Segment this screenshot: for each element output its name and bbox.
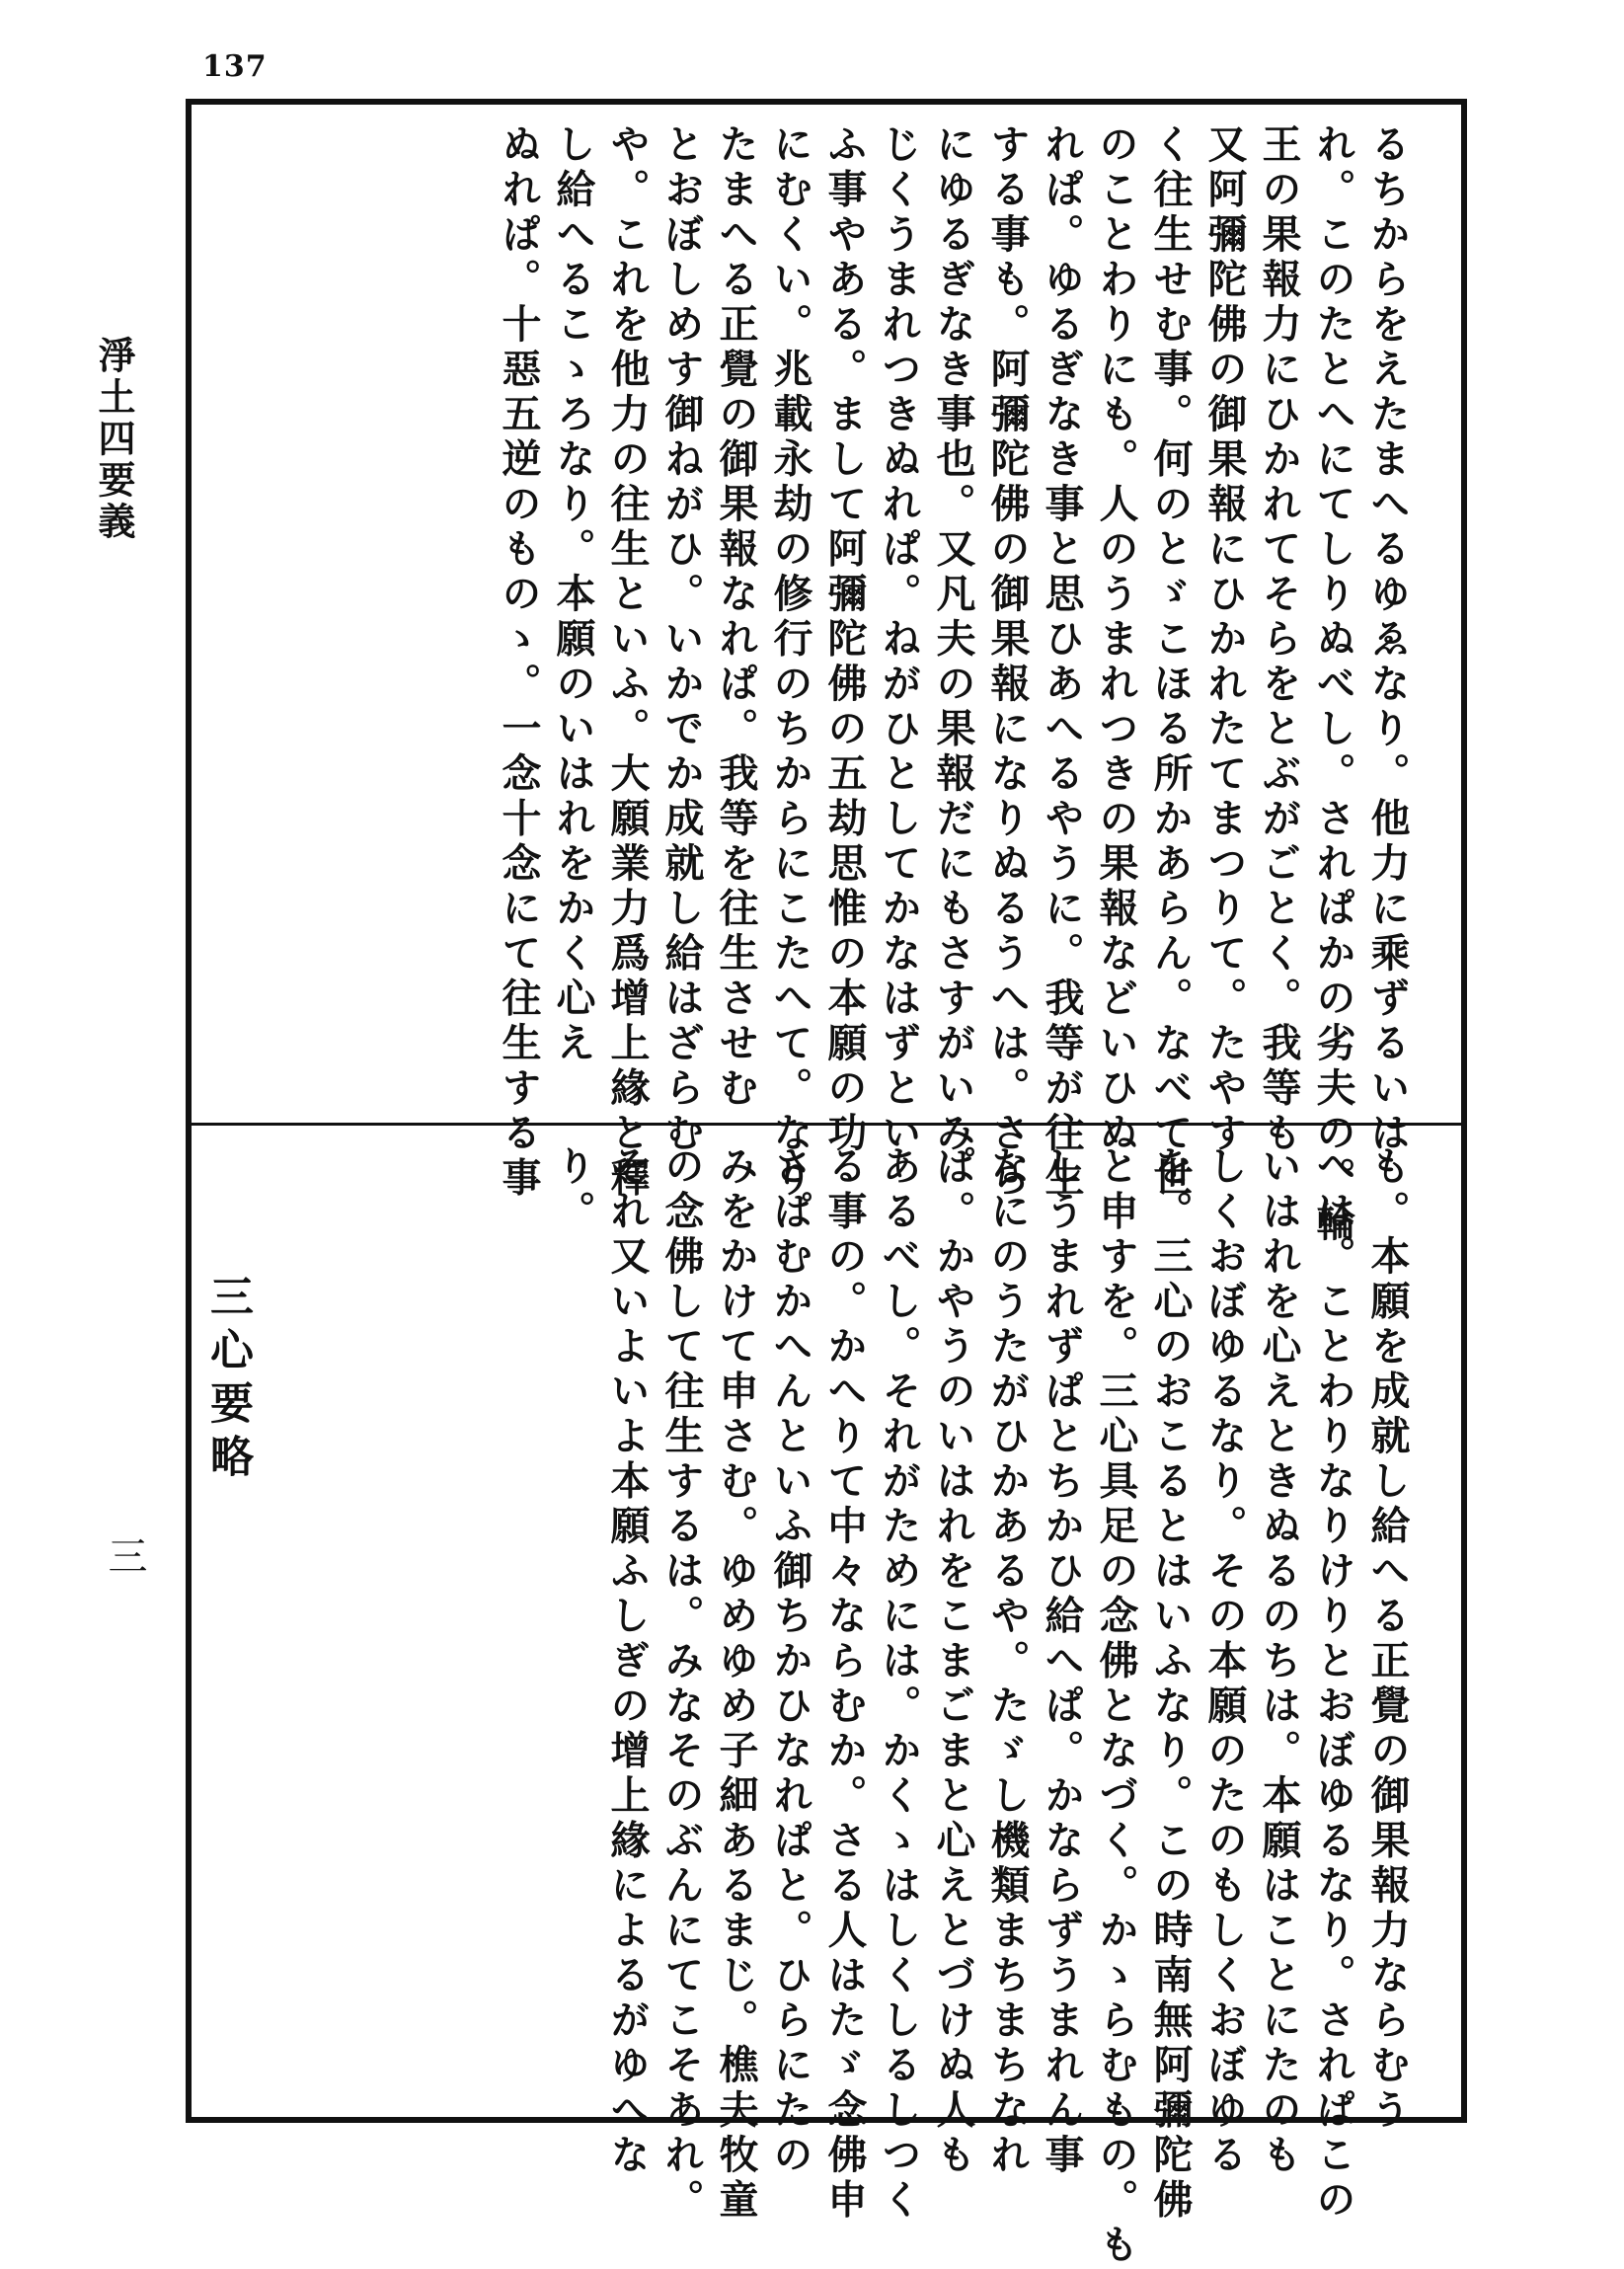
lower-line-15: それ又いよいよ本願ふしぎの增上緣によるがゆへな	[604, 1145, 651, 2179]
upper-line-10: じくうまれつきぬれぱ。ねがひとしてかなはずとい	[876, 123, 922, 1157]
upper-line-5: く往生せむ事。何のとゞこほる所かあらん。なべて世	[1147, 123, 1194, 1202]
lower-line-1: も。本願を成就し給へる正覺の御果報力ならむう	[1364, 1145, 1411, 2134]
lower-line-8: なにのうたがひかあるや。たゞし機類まちまちなれ	[984, 1145, 1031, 2179]
upper-line-14: とおぼしめす御ねがひ。いかでか成就し給はざらむ	[658, 123, 705, 1157]
lower-line-2: へは。ことわりなりけりとおぼゆるなり。されぱこの	[1310, 1145, 1356, 2224]
upper-line-2: れ。このたとへにてしりぬべし。されぱかの劣夫の。輪	[1310, 123, 1356, 1247]
lower-line-10: あるべし。それがためには。かくゝはしくしるしつく	[876, 1145, 922, 2224]
lower-line-4: しくおぼゆるなり。その本願のたのもしくおぼゆる	[1201, 1145, 1248, 2179]
lower-line-9: ぱ。かやうのいはれをこまごまと心えとづけぬ人も	[930, 1145, 976, 2179]
lower-line-6: と申すを。三心具足の念佛となづく。かゝらむもの。も	[1093, 1145, 1139, 2269]
lower-line-5: を。三心のおこるとはいふなり。この時南無阿彌陀佛	[1147, 1145, 1194, 2224]
page-number: 137	[202, 49, 268, 84]
section-heading: 三心要略	[202, 1274, 253, 1487]
lower-line-13: みをかけて申さむ。ゆめゆめ子細あるまじ。樵夫牧童	[713, 1145, 759, 2224]
upper-line-3: 王の果報力にひかれてそらをとぶがごとく。我等も	[1256, 123, 1302, 1157]
upper-line-4: 又阿彌陀佛の御果報にひかれたてまつりて。たやす	[1201, 123, 1248, 1157]
upper-line-15: や。これを他力の往生といふ。大願業力爲增上緣と釋	[604, 123, 651, 1202]
lower-line-3: いはれを心えときぬるのちは。本願はことにたのも	[1256, 1145, 1302, 2179]
lower-line-11: る事の。かへりて中々ならむか。さる人はたゞ念佛申	[821, 1145, 868, 2224]
upper-line-13: たまへる正覺の御果報なれぱ。我等を往生させむ	[713, 123, 759, 1112]
upper-line-7: れぱ。ゆるぎなき事と思ひあへるやうに。我等が往生	[1039, 123, 1085, 1202]
upper-line-11: ふ事やある。まして阿彌陀佛の五劫思惟の本願の功	[821, 123, 868, 1157]
lower-line-16: り。	[550, 1145, 596, 1235]
upper-line-12: にむくい。兆載永劫の修行のちからにこたへて。なり	[767, 123, 813, 1202]
upper-line-1: るちからをえたまへるゆゑなり。他力に乘ずるいは	[1364, 123, 1411, 1157]
folio-number: 三	[102, 1535, 147, 1575]
upper-line-8: する事も。阿彌陀佛の御果報になりぬるうへは。さら	[984, 123, 1031, 1202]
lower-line-12: さぱむかへんといふ御ちかひなれぱと。ひらにたの	[767, 1145, 813, 2179]
lower-line-7: しうまれずぱとちかひ給へぱ。かならずうまれん事	[1039, 1145, 1085, 2179]
lower-line-14: の念佛して往生するは。みなそのぶんにてこそあれ。	[658, 1145, 705, 2224]
running-title: 淨土四要義	[92, 336, 136, 543]
upper-line-9: にゆるぎなき事也。又凡夫の果報だにもさすがいみ	[930, 123, 976, 1157]
upper-line-6: のことわりにも。人のうまれつきの果報などいひぬ	[1093, 123, 1139, 1157]
upper-line-16: し給へるこゝろなり。本願のいはれをかく心え	[550, 123, 596, 1067]
upper-line-17: ぬれぱ。十惡五逆のものゝ。一念十念にて往生する事	[496, 123, 542, 1202]
